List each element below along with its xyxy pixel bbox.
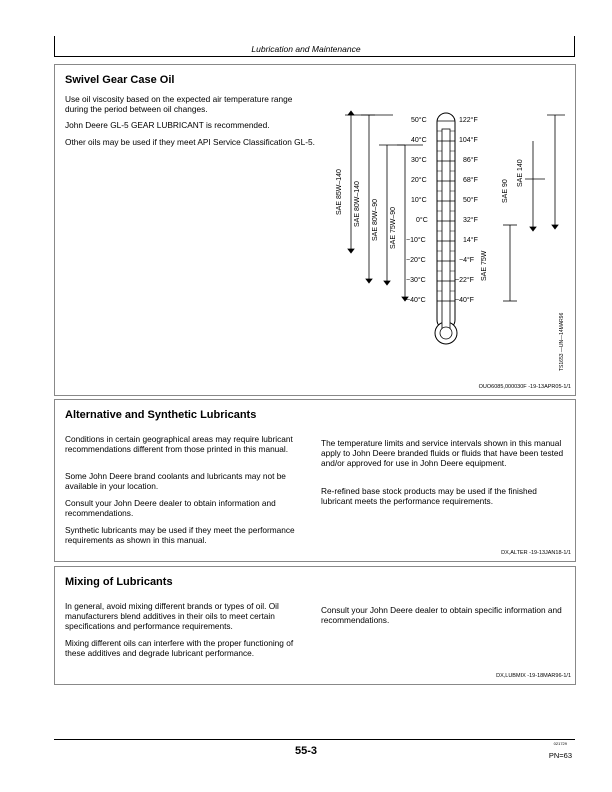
- celsius-label: −40°C: [406, 297, 426, 304]
- paragraph: Conditions in certain geographical areas may require lubricant recommendations different from those printed in this manual.: [65, 434, 293, 455]
- range-label-sae-80w90: SAE 80W–90: [372, 198, 379, 241]
- fahrenheit-label: 32°F: [463, 217, 478, 224]
- footer-rule: [54, 739, 575, 740]
- celsius-label: −20°C: [406, 257, 426, 264]
- paragraph: Other oils may be used if they meet API Service Classification GL-5.: [65, 137, 315, 147]
- fahrenheit-label: 14°F: [463, 237, 478, 244]
- fahrenheit-label: −4°F: [459, 257, 475, 264]
- figure-id: TS1653 —UN—14MAR96: [559, 312, 565, 371]
- section-title: Swivel Gear Case Oil: [65, 74, 175, 86]
- range-label-sae-75w90: SAE 75W–90: [390, 206, 397, 249]
- swivel-gear-section: [54, 64, 576, 396]
- page-number: 55-3: [294, 745, 318, 757]
- paragraph: Mixing different oils can interfere with the proper functioning of these additives and degrade lubricant performance.: [65, 638, 294, 659]
- footer-code: 021729: [553, 741, 567, 746]
- range-label-sae-80w140: SAE 80W–140: [354, 181, 361, 227]
- paragraph: In general, avoid mixing different brands or types of oil. Oil manufacturers blend additives in their oils to meet certain specifications and performance requirements.: [65, 601, 279, 632]
- fahrenheit-label: 104°F: [459, 137, 478, 144]
- reference-code: DX,LUBMIX -19-18MAR96-1/1: [496, 673, 571, 679]
- fahrenheit-label: 50°F: [463, 197, 478, 204]
- fahrenheit-label: −40°F: [455, 297, 474, 304]
- celsius-label: 50°C: [411, 117, 427, 124]
- range-label-sae-140: SAE 140: [517, 159, 524, 187]
- range-label-sae-75w: SAE 75W: [481, 250, 488, 281]
- celsius-label: −10°C: [406, 237, 426, 244]
- celsius-label: 0°C: [416, 217, 428, 224]
- fahrenheit-label: 86°F: [463, 157, 478, 164]
- fahrenheit-label: 122°F: [459, 117, 478, 124]
- fahrenheit-label: 68°F: [463, 177, 478, 184]
- paragraph: Consult your John Deere dealer to obtain information and recommendations.: [65, 498, 276, 519]
- temperature-viscosity-chart: [325, 109, 565, 349]
- paragraph: The temperature limits and service intervals shown in this manual apply to John Deere branded fluids or fluids that have been tested and/or approved for use in John Deere equipment.: [321, 438, 564, 469]
- reference-code: DX,ALTER -19-13JAN18-1/1: [501, 550, 571, 556]
- paragraph: Re-refined base stock products may be used if the finished lubricant meets the performance requirements.: [321, 486, 537, 507]
- paragraph: John Deere GL-5 GEAR LUBRICANT is recommended.: [65, 120, 270, 130]
- paragraph: Consult your John Deere dealer to obtain specific information and recommendations.: [321, 605, 562, 626]
- paragraph: Use oil viscosity based on the expected air temperature range during the period between oil changes.: [65, 94, 293, 115]
- celsius-label: −30°C: [406, 277, 426, 284]
- paragraph: Some John Deere brand coolants and lubricants may not be available in your location.: [65, 471, 286, 492]
- celsius-label: 40°C: [411, 137, 427, 144]
- range-label-sae-90: SAE 90: [502, 179, 509, 203]
- celsius-label: 20°C: [411, 177, 427, 184]
- mixing-lubricants-section: [54, 566, 576, 685]
- fahrenheit-label: −22°F: [455, 277, 474, 284]
- reference-code: OUO6085,000030F -19-13APR05-1/1: [478, 384, 571, 390]
- page-header: Lubrication and Maintenance: [251, 44, 361, 54]
- paragraph: Synthetic lubricants may be used if they meet the performance requirements as shown in this manual.: [65, 525, 295, 546]
- celsius-label: 30°C: [411, 157, 427, 164]
- section-title: Mixing of Lubricants: [65, 576, 173, 588]
- header-rule: [54, 56, 575, 57]
- pn-number: PN=63: [548, 751, 572, 760]
- alternative-lubricants-section: [54, 399, 576, 562]
- range-label-sae-85w140: SAE 85W–140: [336, 169, 343, 215]
- section-title: Alternative and Synthetic Lubricants: [65, 409, 257, 421]
- thermometer-tube: [442, 129, 450, 335]
- celsius-label: 10°C: [411, 197, 427, 204]
